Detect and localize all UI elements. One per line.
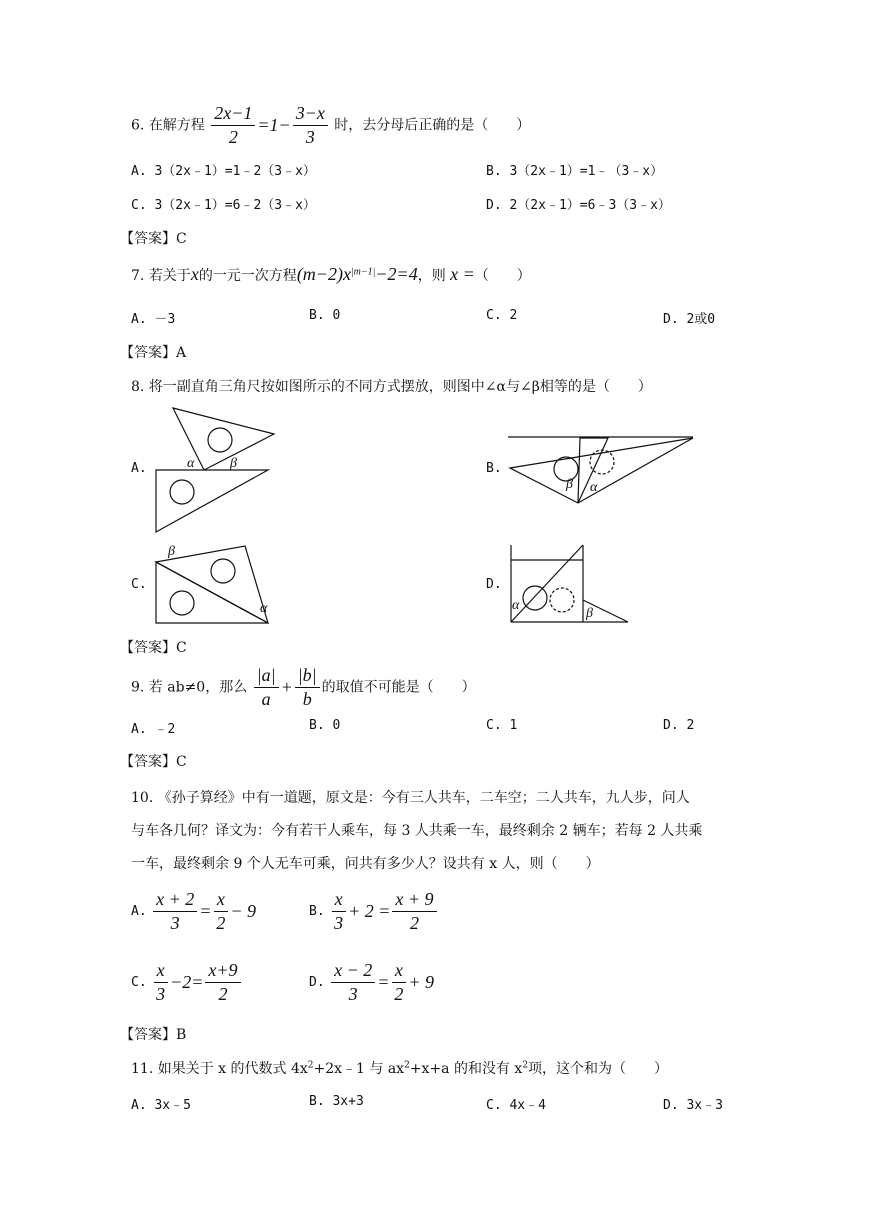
answer: 【答案】B xyxy=(120,1027,187,1043)
question-text-pre: 在解方程 xyxy=(148,117,205,134)
option-a-label: A. xyxy=(131,461,147,476)
answer: 【答案】C xyxy=(120,754,187,770)
fraction-a: $\frac{|a|}{a}$ xyxy=(254,666,279,709)
option-b-label: B. xyxy=(486,461,502,476)
question-10-line-1: 10. 《孙子算经》中有一道题，原文是：今有三人共车，二车空；二人共车，九人步，问人 xyxy=(131,790,690,806)
figure-d xyxy=(508,545,633,625)
option-d: D. 2 xyxy=(663,718,695,733)
option-c: C. 3（2x﹣1）=6﹣2（3﹣x） xyxy=(131,198,316,213)
option-a: A. ﹣2 xyxy=(131,722,176,737)
question-9: 9. 若 ab≠0，那么 $\frac{|a|}{a}$ + $\frac{|b|}{b}$ 的取值不可能是（ ） xyxy=(131,665,476,709)
option-d: D. 2（2x﹣1）=6﹣3（3﹣x） xyxy=(486,198,671,213)
option-c-label: C. xyxy=(131,577,147,592)
option-b: B. 3（2x﹣1）=1﹣（3﹣x） xyxy=(486,164,664,179)
question-11: 11. 如果关于 x 的代数式 $4x^2+2x﹣1$ 与 $ax^2+x+a$ 的和没有 $x^2$项，这个和为（ ） xyxy=(131,1060,669,1077)
option-b: B. 3x+3 xyxy=(309,1094,364,1109)
fraction-left: $\frac{2x-1}{2}$ xyxy=(211,104,255,147)
question-6: 6. 在解方程 $\frac{2x-1}{2}$ =1− $\frac{3-x}{3}$ 时，去分母后正确的是（ ） xyxy=(131,103,531,147)
beta-label: β xyxy=(168,544,175,559)
option-a: A. －3 xyxy=(131,312,176,327)
answer: 【答案】C xyxy=(120,231,187,247)
option-d: D. $\frac{x - 2}{3}$ = $\frac{x}{2}$ + 9 xyxy=(309,960,435,1004)
option-c: C. $\frac{x}{3}$ −2= $\frac{x+9}{2}$ xyxy=(131,961,243,1004)
answer: 【答案】C xyxy=(120,640,187,656)
beta-label: β xyxy=(586,606,593,621)
beta-label: β xyxy=(230,456,237,471)
question-8: 8. 将一副直角三角尺按如图所示的不同方式摆放，则图中∠α与∠β相等的是（ ） xyxy=(131,379,652,395)
figure-b xyxy=(508,435,698,515)
question-10-line-3: 一车，最终剩余 9 个人无车可乘，问共有多少人？设共有 x 人，则（ ） xyxy=(131,856,600,872)
fraction-b: $\frac{|b|}{b}$ xyxy=(295,666,320,709)
option-a: A. $\frac{x + 2}{3}$ = $\frac{x}{2}$ − 9 xyxy=(131,889,257,933)
figure-a xyxy=(150,405,280,535)
alpha-label: α xyxy=(512,598,520,613)
option-c: C. 4x﹣4 xyxy=(486,1098,546,1113)
beta-label: β xyxy=(566,477,573,492)
answer: 【答案】A xyxy=(120,345,187,361)
question-text-post: 时，去分母后正确的是（ ） xyxy=(334,117,531,134)
option-a: A. 3（2x﹣1）=1﹣2（3﹣x） xyxy=(131,164,316,179)
fraction-right: $\frac{3-x}{3}$ xyxy=(293,104,328,147)
question-10-line-2: 与车各几何？译文为：今有若干人乘车，每 3 人共乘一车，最终剩余 2 辆车；若每 2 人共乘 xyxy=(131,823,703,839)
question-number: 6. xyxy=(131,117,145,134)
figure-c xyxy=(150,540,280,630)
option-a: A. 3x﹣5 xyxy=(131,1098,191,1113)
alpha-label: α xyxy=(260,601,268,616)
option-c: C. 1 xyxy=(486,718,518,733)
option-b: B. $\frac{x}{3}$ + 2 = $\frac{x + 9}{2}$ xyxy=(309,890,439,933)
alpha-label: α xyxy=(590,480,598,495)
option-d: D. 2或0 xyxy=(663,312,716,327)
option-b: B. 0 xyxy=(309,308,341,323)
option-d-label: D. xyxy=(486,577,502,592)
question-7: 7. 若关于x的一元一次方程$(m-2)x^{|m-1|}-2=4$，则 x =（ ） xyxy=(131,264,531,284)
alpha-label: α xyxy=(187,456,195,471)
option-b: B. 0 xyxy=(309,718,341,733)
option-c: C. 2 xyxy=(486,308,518,323)
option-d: D. 3x﹣3 xyxy=(663,1098,723,1113)
